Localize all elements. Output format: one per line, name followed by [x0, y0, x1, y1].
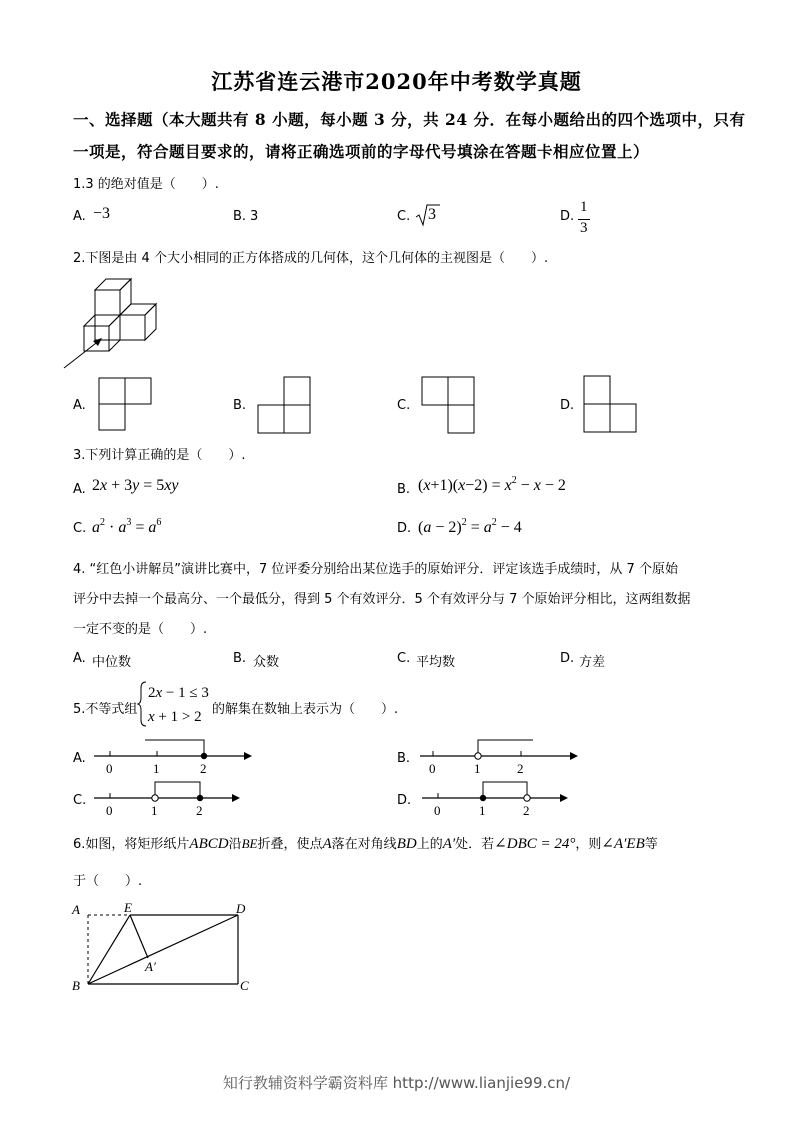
tick-label-2: 2	[200, 761, 207, 776]
q6-rect-name: ABCD	[189, 836, 229, 852]
label-point-c: C	[240, 978, 249, 993]
page-title: 江苏省连云港市2020年中考数学真题	[211, 69, 582, 94]
q4-option-a-value: 中位数	[92, 655, 132, 670]
label-point-d: D	[236, 901, 246, 916]
q3-option-c-expr	[92, 512, 182, 538]
q1-option-a-value: −3	[93, 205, 111, 222]
q4-line2: 评分中去掉一个最高分、一个最低分，得到 5 个有效评分．5 个有效评分与 7 个原始评分相比，这两组数据	[73, 592, 691, 607]
q6-angle-a1eb: ∠A′EB	[601, 836, 645, 852]
q4-line1: 4. “红色小讲解员”演讲比赛中，7 位评委分别给出某位选手的原始评分．评定该选手成绩时，从 7 个原始	[73, 562, 678, 577]
q6-line1	[73, 833, 658, 853]
q5-option-a-numberline	[92, 736, 252, 776]
q1-option-c-label: C.	[397, 209, 411, 224]
svg-text:x + 1 > 2: x + 1 > 2	[148, 709, 202, 725]
sqrt-symbol	[414, 203, 440, 227]
q1-option-a-label: A.	[73, 209, 86, 224]
tick-label-1: 1	[151, 803, 158, 818]
q2-cube-figure	[60, 278, 170, 373]
q6-angle-dbc: ∠DBC = 24°	[494, 836, 576, 852]
label-point-b: B	[72, 978, 80, 993]
q6-text: 6.如图，将矩形纸片	[73, 837, 190, 852]
svg-text:2x + 3y = 5xy: 2x + 3y = 5xy	[92, 477, 179, 494]
q3-option-d-label: D.	[397, 521, 412, 536]
q1-stem: 1.3 的绝对值是（ ）.	[73, 177, 219, 192]
q4-option-a-label: A.	[73, 651, 86, 666]
tick-label-0: 0	[106, 761, 113, 776]
q6-text: 落在对角线	[331, 837, 397, 852]
svg-text:2x − 1 ≤ 3: 2x − 1 ≤ 3	[148, 685, 209, 701]
q2-stem: 2.下图是由 4 个大小相同的正方体搭成的几何体，这个几何体的主视图是（ ）.	[73, 251, 549, 266]
q2-option-c-figure	[421, 376, 477, 434]
q6-rectangle-figure	[70, 898, 260, 994]
q5-option-b-label: B.	[397, 751, 411, 766]
q5-option-d-numberline	[420, 778, 580, 818]
label-point-a-prime: A′	[145, 959, 156, 974]
tick-label-2: 2	[517, 761, 524, 776]
svg-text:(a − 2)2 = a2 − 4: $(a - 2)^2 = a^2 - 4$	[418, 517, 522, 536]
q5-option-d-label: D.	[397, 793, 412, 808]
q6-point-a-prime: A′	[442, 836, 456, 852]
tick-label-1: 1	[153, 761, 160, 776]
q4-option-d-label: D.	[560, 651, 575, 666]
q1-option-d-numerator: 1	[580, 199, 588, 215]
q4-option-c-label: C.	[397, 651, 411, 666]
q5-option-c-label: C.	[73, 793, 87, 808]
q6-text: 等	[644, 837, 658, 852]
footer-watermark: 知行教辅资料学霸资料库 http://www.lianjie99.cn/	[222, 1074, 571, 1092]
q1-option-d-label: D.	[560, 209, 575, 224]
q6-diagonal: BD	[396, 836, 417, 852]
tick-label-0: 0	[429, 761, 436, 776]
q6-point-a: A	[322, 836, 332, 852]
tick-label-0: 0	[434, 803, 441, 818]
q5-suffix: 的解集在数轴上表示为（ ）.	[212, 702, 399, 717]
q4-option-b-label: B.	[233, 651, 247, 666]
q1-option-b-value: 3	[250, 209, 259, 224]
q2-option-b-label: B.	[233, 398, 247, 413]
q6-fold-line: BE	[241, 836, 258, 851]
q2-option-a-figure	[98, 377, 154, 433]
q3-option-b-label: B.	[397, 482, 411, 497]
q5-option-b-numberline	[418, 736, 578, 776]
q2-option-b-figure	[257, 376, 313, 434]
section-header-line1: 一、选择题（本大题共有 8 小题，每小题 3 分，共 24 分．在每小题给出的四个选项中，只有	[73, 110, 746, 129]
tick-label-2: 2	[196, 803, 203, 818]
q4-option-c-value: 平均数	[416, 655, 456, 670]
q1-option-c-value: 3	[428, 206, 436, 223]
q6-text: 沿	[228, 837, 242, 852]
label-point-e: E	[124, 900, 132, 915]
section-header-line2: 一项是，符合题目要求的，请将正确选项前的字母代号填涂在答题卡相应位置上）	[73, 142, 650, 161]
q3-option-a-expr	[92, 474, 202, 496]
q3-option-d-expr	[418, 512, 538, 538]
label-point-a: A	[72, 902, 80, 917]
q3-stem: 3.下列计算正确的是（ ）.	[73, 448, 246, 463]
q6-text: 上的	[416, 837, 443, 852]
q2-option-a-label: A.	[73, 398, 86, 413]
q1-option-b-label: B.	[233, 209, 247, 224]
q4-option-b-value: 众数	[253, 655, 280, 670]
q6-text: ，则	[575, 837, 602, 852]
svg-text:a2 · a3 = a6: $a^2 \cdot a^3 = a^6$	[92, 517, 162, 536]
tick-label-0: 0	[106, 803, 113, 818]
svg-text:(x+1)(x−2) = x2 − x − 2: $(x+1)(x-2) = x^2 - x - 2$	[418, 475, 566, 494]
q6-line2: 于（ ）.	[73, 874, 143, 889]
q4-option-d-value: 方差	[579, 655, 606, 670]
q6-text: 处．若	[455, 837, 495, 852]
q4-line3: 一定不变的是（ ）.	[73, 622, 208, 637]
q3-option-c-label: C.	[73, 521, 87, 536]
q5-option-a-label: A.	[73, 751, 86, 766]
q2-option-d-figure	[583, 375, 639, 433]
q3-option-a-label: A.	[73, 482, 86, 497]
tick-label-1: 1	[474, 761, 481, 776]
q1-option-d-denominator: 3	[580, 220, 588, 236]
q5-option-c-numberline	[92, 778, 252, 818]
q6-text: 折叠，使点	[257, 837, 323, 852]
q5-inequality-system	[138, 680, 218, 728]
q2-option-d-label: D.	[560, 398, 575, 413]
q5-prefix: 5.不等式组	[73, 702, 138, 717]
tick-label-2: 2	[523, 803, 530, 818]
q3-option-b-expr	[418, 472, 578, 496]
q2-option-c-label: C.	[397, 398, 411, 413]
tick-label-1: 1	[479, 803, 486, 818]
